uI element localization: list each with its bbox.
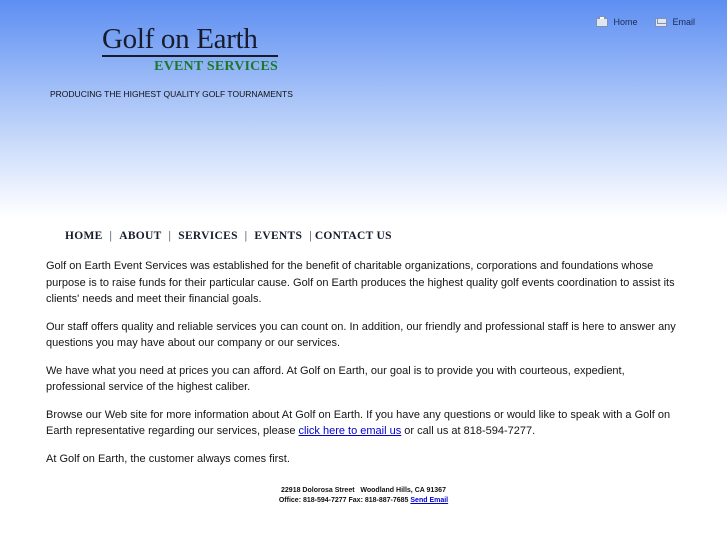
nav-home[interactable]: HOME <box>65 230 103 242</box>
top-links <box>596 17 695 27</box>
home-link[interactable] <box>596 17 637 27</box>
logo <box>102 24 278 75</box>
home-link-label: Home <box>613 17 638 27</box>
footer-contact <box>0 496 727 506</box>
contact-text-after: or call us at 818-594-7277. <box>401 425 536 437</box>
tagline: PRODUCING THE HIGHEST QUALITY GOLF TOURNAMENTS <box>50 89 293 99</box>
nav-separator: | <box>168 230 172 242</box>
send-email-link[interactable]: Send Email <box>410 496 449 504</box>
header-banner <box>0 0 727 218</box>
nav-events[interactable]: EVENTS <box>254 230 303 242</box>
nav-services[interactable]: SERVICES <box>178 230 238 242</box>
nav-separator: | <box>244 230 248 242</box>
pricing-paragraph: We have what you need at prices you can afford. At Golf on Earth, our goal is to provide you with courteous, expedient, professional service of the highest caliber. <box>46 364 625 393</box>
email-link[interactable] <box>655 17 695 27</box>
main-nav <box>65 230 392 242</box>
logo-title: Golf on Earth <box>102 23 258 55</box>
logo-rule <box>102 55 278 57</box>
customer-paragraph: At Golf on Earth, the customer always comes first. <box>46 452 290 465</box>
nav-separator: | <box>109 230 113 242</box>
nav-separator: | <box>309 230 312 242</box>
printer-icon <box>596 18 608 27</box>
intro-paragraph: Golf on Earth Event Services was established for the benefit of charitable organizations, corporations and foundations whose purpose is to raise funds for their particular cause. Golf on Earth produces the highest quality golf events coordination to assist its clients' needs and meet their financial goals. <box>46 260 675 305</box>
nav-about[interactable]: ABOUT <box>119 230 162 242</box>
footer-phones: Office: 818-594-7277 Fax: 818-887-7685 <box>278 496 411 504</box>
main-content <box>46 258 686 478</box>
contact-text-before: Browse our Web site for more information about At Golf on Earth. If you have any questions or would like to speak with a Golf on Earth representative regarding our services, please <box>46 408 671 437</box>
envelope-icon <box>655 18 667 27</box>
nav-contact-us[interactable]: CONTACT US <box>314 230 392 242</box>
logo-subtitle: EVENT SERVICES <box>154 59 278 74</box>
footer <box>0 486 727 505</box>
contact-paragraph <box>46 407 686 440</box>
staff-paragraph: Our staff offers quality and reliable services you can count on. In addition, our friendly and professional staff is here to answer any questions you may have about our company or our services. <box>46 320 676 349</box>
email-us-link[interactable]: click here to email us <box>298 425 402 437</box>
footer-address: 22918 Dolorosa Street Woodland Hills, CA 91367 <box>281 487 446 494</box>
email-link-label: Email <box>672 17 695 27</box>
